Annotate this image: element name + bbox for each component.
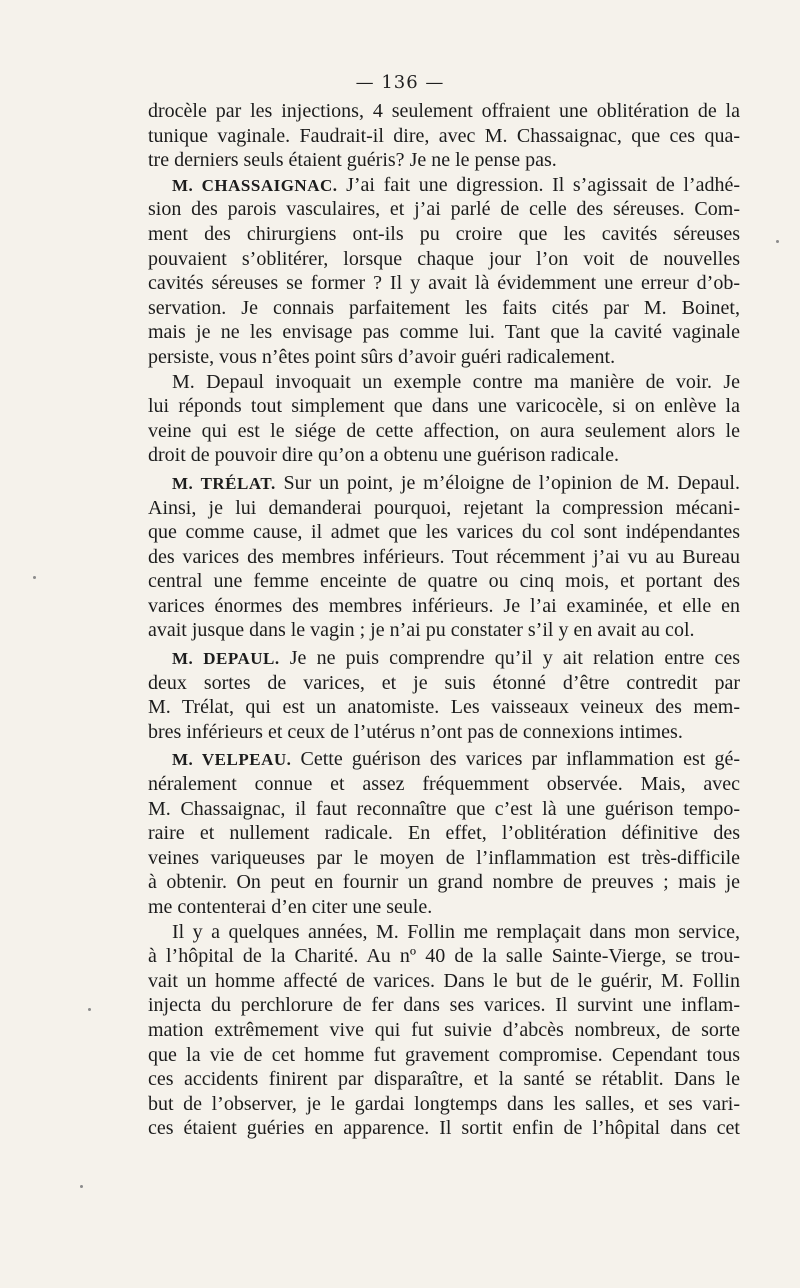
text-line: néralement connue et assez fréquemment observée. Mais, avec [148,773,740,796]
scan-speck [776,240,779,243]
text-line: deux sortes de varices, et je suis étonné d’être contredit par [148,671,740,694]
text-line: pouvaient s’oblitérer, lorsque chaque jour l’on voit de nouvelles [148,247,740,270]
text-line: tunique vaginale. Faudrait-il dire, avec M. Chassaignac, que ces qua- [148,124,740,147]
text-line: veine qui est le siége de cette affection, on aura seulement alors le [148,419,740,442]
text-fragment: Je ne puis comprendre qu’il y ait relation entre ces [289,647,740,670]
speaker-name: M. VELPEAU. [172,750,292,770]
page-number: — 136 — [355,72,445,93]
text-line: ment des chirurgiens ont-ils pu croire que les cavités séreuses [148,222,740,245]
text-line: à l’hôpital de la Charité. Au nº 40 de la salle Sainte-Vierge, se trou- [148,945,740,968]
text-line: veines variqueuses par le moyen de l’inflammation est très-difficile [148,846,740,869]
text-line: lui réponds tout simplement que dans une varicocèle, si on enlève la [148,395,740,418]
page-body [148,99,740,1141]
text-fragment: Sur un point, je m’éloigne de l’opinion de M. Depaul. [283,471,740,494]
text-line: vait un homme affecté de varices. Dans le but de le guérir, M. Follin [148,969,740,992]
text-line: ces accidents finirent par disparaître, et la santé se rétablit. Dans le [148,1068,740,1091]
speaker-name: M. CHASSAIGNAC. [172,175,338,195]
text-line: but de l’observer, je le gardai longtemps dans les salles, et ses vari- [148,1092,740,1115]
text-line: raire et nullement radicale. En effet, l’oblitération définitive des [148,822,740,845]
text-fragment: Cette guérison des varices par inflammation est gé- [300,748,740,771]
text-line: central une femme enceinte de quatre ou cinq mois, et portant des [148,570,740,593]
scan-speck [33,576,36,579]
text-line: tre derniers seuls étaient guéris? Je ne le pense pas. [148,149,557,172]
text-line: droit de pouvoir dire qu’on a obtenu une guérison radicale. [148,444,619,467]
text-line: M. Depaul invoquait un exemple contre ma manière de voir. Je [172,370,740,393]
text-line: mation extrêmement vive qui fut suivie d’abcès nombreux, de sorte [148,1018,740,1041]
text-line: Ainsi, je lui demanderai pourquoi, rejetant la compression mécani- [148,496,740,519]
scan-speck [80,1185,83,1188]
scan-speck [88,1008,91,1011]
speaker-line [148,173,740,198]
speaker-line [148,646,740,671]
text-line: sion des parois vasculaires, et j’ai parlé de celle des séreuses. Com- [148,198,740,221]
speaker-name: M. DEPAUL. [172,649,280,669]
speaker-line [148,471,740,496]
text-line: des varices des membres inférieurs. Tout récemment j’ai vu au Bureau [148,545,740,568]
text-line: M. Chassaignac, il faut reconnaître que c’est là une guérison tempo- [148,797,740,820]
text-fragment: J’ai fait une digression. Il s’agissait de l’adhé- [346,173,740,196]
text-line: M. Trélat, qui est un anatomiste. Les vaisseaux veineux des mem- [148,696,740,719]
text-line: que comme cause, il admet que les varices du col sont indépendantes [148,521,740,544]
text-line: bres inférieurs et ceux de l’utérus n’ont pas de connexions intimes. [148,720,683,743]
speaker-line [148,747,740,772]
text-line: servation. Je connais parfaitement les faits cités par M. Boinet, [148,296,740,319]
text-line: ces étaient guéries en apparence. Il sortit enfin de l’hôpital dans cet [148,1117,740,1140]
text-line: que la vie de cet homme fut gravement compromise. Cependant tous [148,1043,740,1066]
text-line: mais je ne les envisage pas comme lui. Tant que la cavité vaginale [148,321,740,344]
speaker-name: M. TRÉLAT. [172,473,276,493]
text-line: persiste, vous n’êtes point sûrs d’avoir guéri radicalement. [148,345,616,368]
text-line: Il y a quelques années, M. Follin me remplaçait dans mon service, [172,920,740,943]
text-line: me contenterai d’en citer une seule. [148,896,433,918]
text-line: injecta du perchlorure de fer dans ses varices. Il survint une inflam- [148,994,740,1017]
text-line: avait jusque dans le vagin ; je n’ai pu constater s’il y en avait au col. [148,619,695,642]
text-line: à obtenir. On peut en fournir un grand nombre de preuves ; mais je [148,871,740,894]
text-line: drocèle par les injections, 4 seulement offraient une oblitération de la [148,100,740,122]
text-line: varices énormes des membres inférieurs. Je l’ai examinée, et elle en [148,594,740,617]
text-line: cavités séreuses se former ? Il y avait là évidemment une erreur d’ob- [148,272,740,295]
